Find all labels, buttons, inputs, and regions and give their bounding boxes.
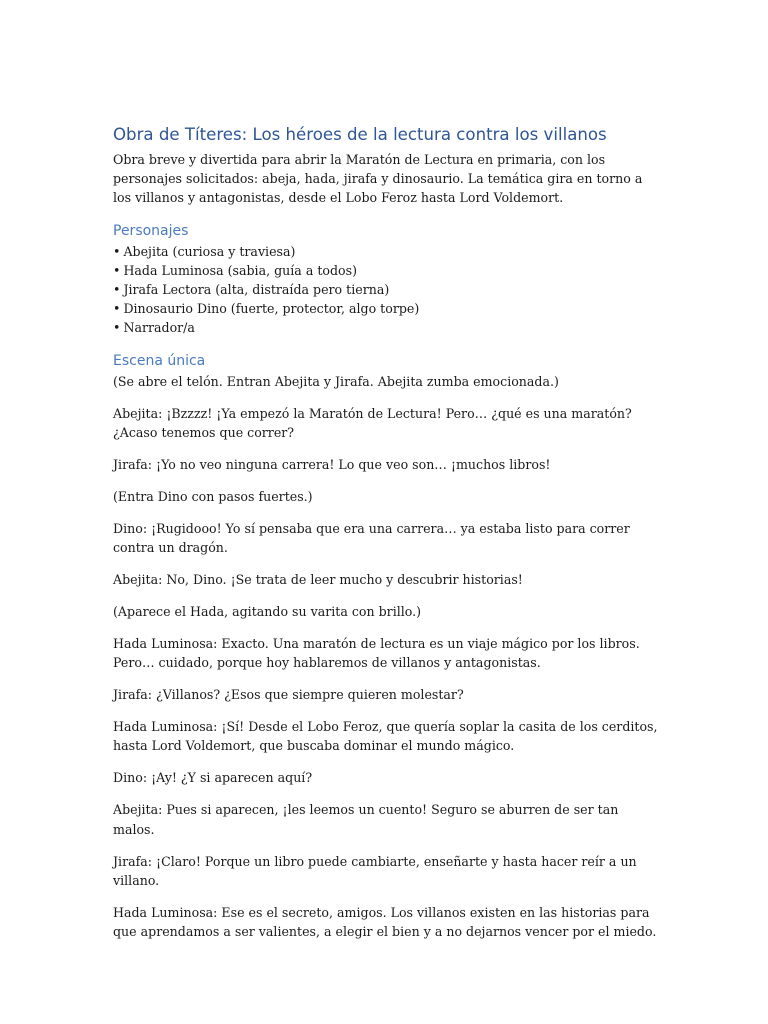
dialogue-line: Abejita: ¡Bzzzz! ¡Ya empezó la Maratón de Lectura! Pero… ¿qué es una maratón? ¿Acaso tenemos que correr? [113,405,632,440]
character-label: Abejita (curiosa y traviesa) [123,243,296,259]
dialogue-line: Dino: ¡Rugidooo! Yo sí pensaba que era una carrera… ya estaba listo para correr contra un dragón. [113,520,630,556]
dialogue-line: Hada Luminosa: Exacto. Una maratón de lectura es un viaje mágico por los libros. Pero… cuidado, porque hoy hablaremos de villanos y antagonistas. [113,636,640,671]
characters-heading: Personajes [113,222,189,239]
character-label: Hada Luminosa (sabia, guía a todos) [123,262,357,278]
stage-direction: (Aparece el Hada, agitando su varita con brillo.) [113,604,422,620]
dialogue-line: Hada Luminosa: ¡Sí! Desde el Lobo Feroz, que quería soplar la casita de los cerditos, hasta Lord Voldemort, que buscaba dominar el mundo mágico. [113,719,658,754]
bullet-icon: • [113,320,121,336]
dialogue-line: Hada Luminosa: Ese es el secreto, amigos. Los villanos existen en las historias para que aprendamos a ser valientes, a elegir el bien y a no dejarnos vencer por el miedo. [113,904,657,940]
dialogue-line: Jirafa: ¿Villanos? ¿Esos que siempre quieren molestar? [113,687,464,703]
dialogue-line: Jirafa: ¡Claro! Porque un libro puede cambiarte, enseñarte y hasta hacer reír a un villano. [113,853,637,888]
character-item [113,280,658,299]
dialogue-line: Dino: ¡Ay! ¿Y si aparecen aquí? [113,770,313,786]
character-label: Narrador/a [123,320,195,336]
document-page [113,124,658,954]
character-label: Jirafa Lectora (alta, distraída pero tierna) [123,282,390,298]
bullet-icon: • [113,243,121,259]
bullet-icon: • [113,262,121,278]
dialogue-line: Abejita: Pues si aparecen, ¡les leemos un cuento! Seguro se aburren de ser tan malos. [113,802,619,837]
stage-direction: (Se abre el telón. Entran Abejita y Jirafa. Abejita zumba emocionada.) [113,373,559,389]
character-item [113,318,658,337]
bullet-icon: • [113,301,121,317]
character-item [113,242,658,261]
bullet-icon: • [113,282,121,298]
character-item [113,299,658,318]
scene-heading: Escena única [113,352,206,369]
characters-list [113,242,658,338]
character-label: Dinosaurio Dino (fuerte, protector, algo torpe) [123,301,420,317]
dialogue-line: Abejita: No, Dino. ¡Se trata de leer mucho y descubrir historias! [113,572,523,588]
scene-script [113,372,658,942]
intro-paragraph: Obra breve y divertida para abrir la Maratón de Lectura en primaria, con los personajes solicitados: abeja, hada, jirafa y dinosaurio. La temática gira en torno a los villanos y antagonistas, desde el Lobo Feroz hasta Lord Voldemort. [113,152,643,206]
document-title: Obra de Títeres: Los héroes de la lectura contra los villanos [113,125,607,144]
stage-direction: (Entra Dino con pasos fuertes.) [113,488,313,504]
dialogue-line: Jirafa: ¡Yo no veo ninguna carrera! Lo que veo son… ¡muchos libros! [113,456,551,472]
character-item [113,261,658,280]
